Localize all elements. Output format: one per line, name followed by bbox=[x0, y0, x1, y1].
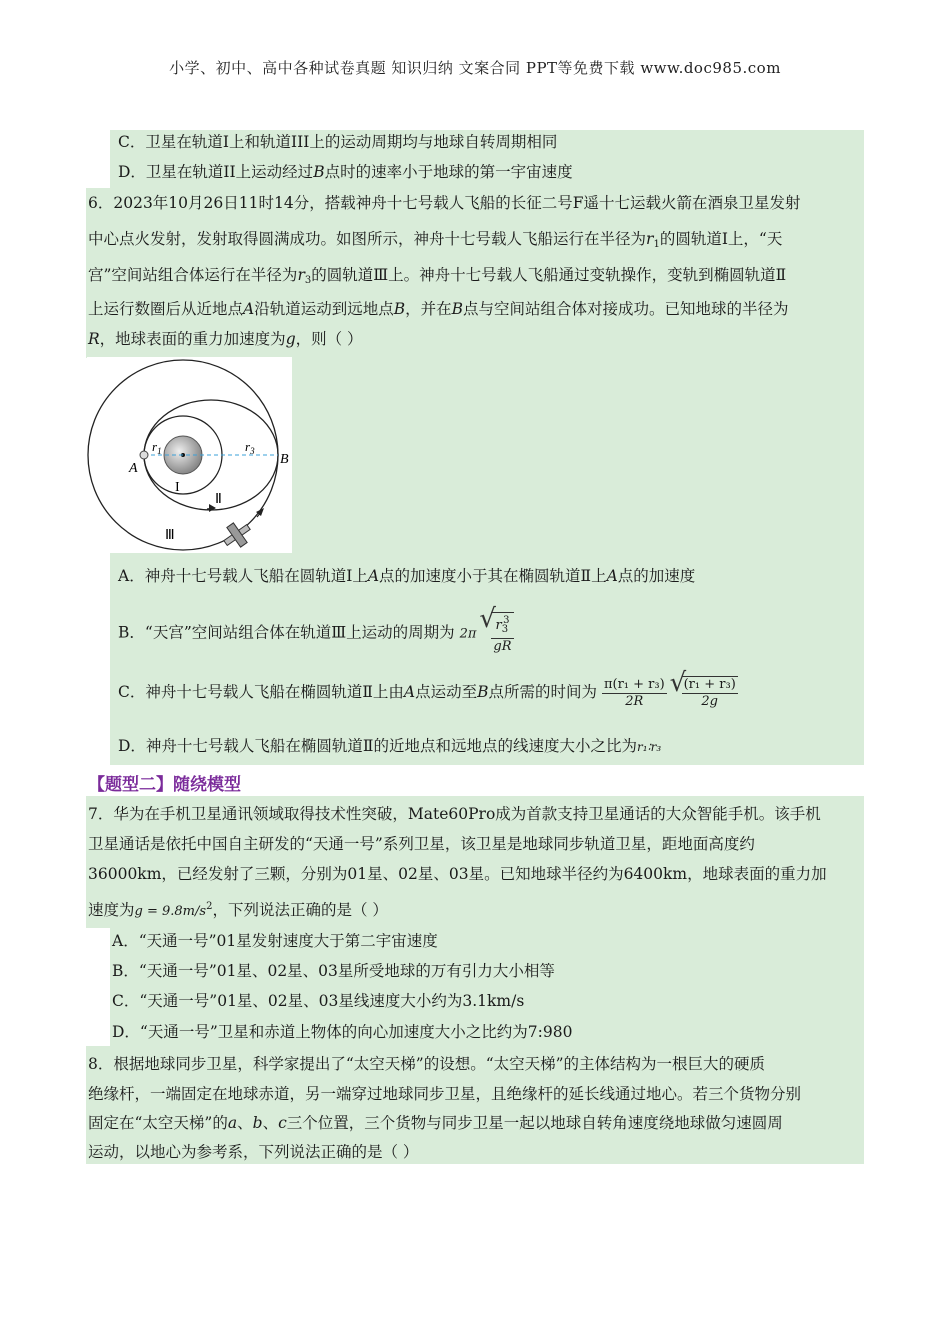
orbit-diagram bbox=[87, 357, 292, 553]
label-orbit-ii: Ⅱ bbox=[215, 492, 222, 507]
label-r3: $r_3$ bbox=[245, 439, 255, 456]
q8-stem-line2: 绝缘杆，一端固定在地球赤道，另一端穿过地球同步卫星，且绝缘杆的延长线通过地心。若三个货物分别 bbox=[88, 1085, 802, 1103]
q7-stem-line3: 36000km，已经发射了三颗，分别为01星、02星、03星。已知地球半径约为6400km，地球表面的重力加 bbox=[88, 865, 827, 883]
label-a: A bbox=[129, 461, 138, 476]
q6-stem-line3: 宫”空间站组合体运行在半径为$r_3$的圆轨道Ⅲ上。神舟十七号载人飞船通过变轨操作，变轨到椭圆轨道Ⅱ bbox=[88, 266, 787, 286]
sqrt-symbol: √ $\frac{r_3^3}{gR}$ bbox=[481, 612, 513, 655]
q7-stem-line1: 7．华为在手机卫星通讯领域取得技术性突破，Mate60Pro成为首款支持卫星通话的大众智能手机。该手机 bbox=[88, 805, 821, 823]
q7-option-d: D．“天通一号”卫星和赤道上物体的向心加速度大小之比约为7:980 bbox=[112, 1023, 573, 1041]
q6-option-b: B．“天宫”空间站组合体在轨道Ⅲ上运动的周期为 2π √ $\frac{r_3^3}{gR}$ bbox=[118, 612, 514, 655]
q5-option-c: C．卫星在轨道I上和轨道III上的运动周期均与地球自转周期相同 bbox=[118, 133, 558, 151]
q6-stem-line4: 上运行数圈后从近地点A沿轨道运动到远地点B，并在B点与空间站组合体对接成功。已知地球的半径为 bbox=[88, 300, 789, 318]
q7-option-c: C．“天通一号”01星、02星、03星线速度大小约为3.1km/s bbox=[112, 992, 525, 1010]
q6-option-c: C．神舟十七号载人飞船在椭圆轨道Ⅱ上由A点运动至B点所需的时间为 $\frac{\text{π(r₁ + r₃)}}{2R}$ √ $\frac{\text{(r₁ + r₃)}}{2g}$ bbox=[118, 676, 738, 710]
point-a-marker bbox=[140, 451, 148, 459]
q7-stem-line2: 卫星通话是依托中国自主研发的“天通一号”系列卫星，该卫星是地球同步轨道卫星，距地面高度约 bbox=[88, 835, 755, 853]
q8-stem-line1: 8．根据地球同步卫星，科学家提出了“太空天梯”的设想。“太空天梯”的主体结构为一根巨大的硬质 bbox=[88, 1055, 766, 1073]
sqrt-symbol: √ $\frac{\text{(r₁ + r₃)}}{2g}$ bbox=[672, 676, 738, 710]
q8-stem-line3: 固定在“太空天梯”的a、b、c三个位置，三个货物与同步卫星一起以地球自转角速度绕地球做匀速圆周 bbox=[88, 1114, 783, 1132]
q7-option-a: A．“天通一号”01星发射速度大于第二宇宙速度 bbox=[112, 932, 438, 950]
q6-option-d: D．神舟十七号载人飞船在椭圆轨道Ⅱ的近地点和远地点的线速度大小之比为r₁∶r₃ bbox=[118, 737, 662, 755]
orbit-diagram-svg bbox=[87, 357, 292, 553]
q7-stem-line4: 速度为$g = 9.8m/s^2$，下列说法正确的是（ ） bbox=[88, 901, 388, 919]
label-orbit-iii: Ⅲ bbox=[165, 528, 175, 543]
label-orbit-i: I bbox=[175, 480, 180, 495]
q6-option-a: A．神舟十七号载人飞船在圆轨道Ⅰ上A点的加速度小于其在椭圆轨道Ⅱ上A点的加速度 bbox=[118, 567, 696, 585]
q6-stem-line2: 中心点火发射，发射取得圆满成功。如图所示，神舟十七号载人飞船运行在半径为$r_1$的圆轨道Ⅰ上，“天 bbox=[88, 230, 783, 250]
q8-stem-line4: 运动，以地心为参考系，下列说法正确的是（ ） bbox=[88, 1143, 419, 1161]
page-header: 小学、初中、高中各种试卷真题 知识归纳 文案合同 PPT等免费下载 www.doc985.com bbox=[169, 59, 781, 77]
q5-option-d: D．卫星在轨道II上运动经过B点时的速率小于地球的第一宇宙速度 bbox=[118, 163, 573, 181]
section-heading: 【题型二】随绕模型 bbox=[88, 775, 241, 795]
highlight-q6-right bbox=[292, 357, 864, 553]
q6-stem-line1: 6．2023年10月26日11时14分，搭载神舟十七号载人飞船的长征二号F遥十七运载火箭在酒泉卫星发射 bbox=[88, 194, 801, 212]
q7-option-b: B．“天通一号”01星、02星、03星所受地球的万有引力大小相等 bbox=[112, 962, 555, 980]
time-fraction: $\frac{\text{π(r₁ + r₃)}}{2R}$ bbox=[603, 676, 665, 709]
q6-stem-line5: R，地球表面的重力加速度为g，则（ ） bbox=[88, 330, 363, 348]
label-b: B bbox=[280, 452, 289, 467]
label-r1: $r_1$ bbox=[152, 439, 162, 456]
